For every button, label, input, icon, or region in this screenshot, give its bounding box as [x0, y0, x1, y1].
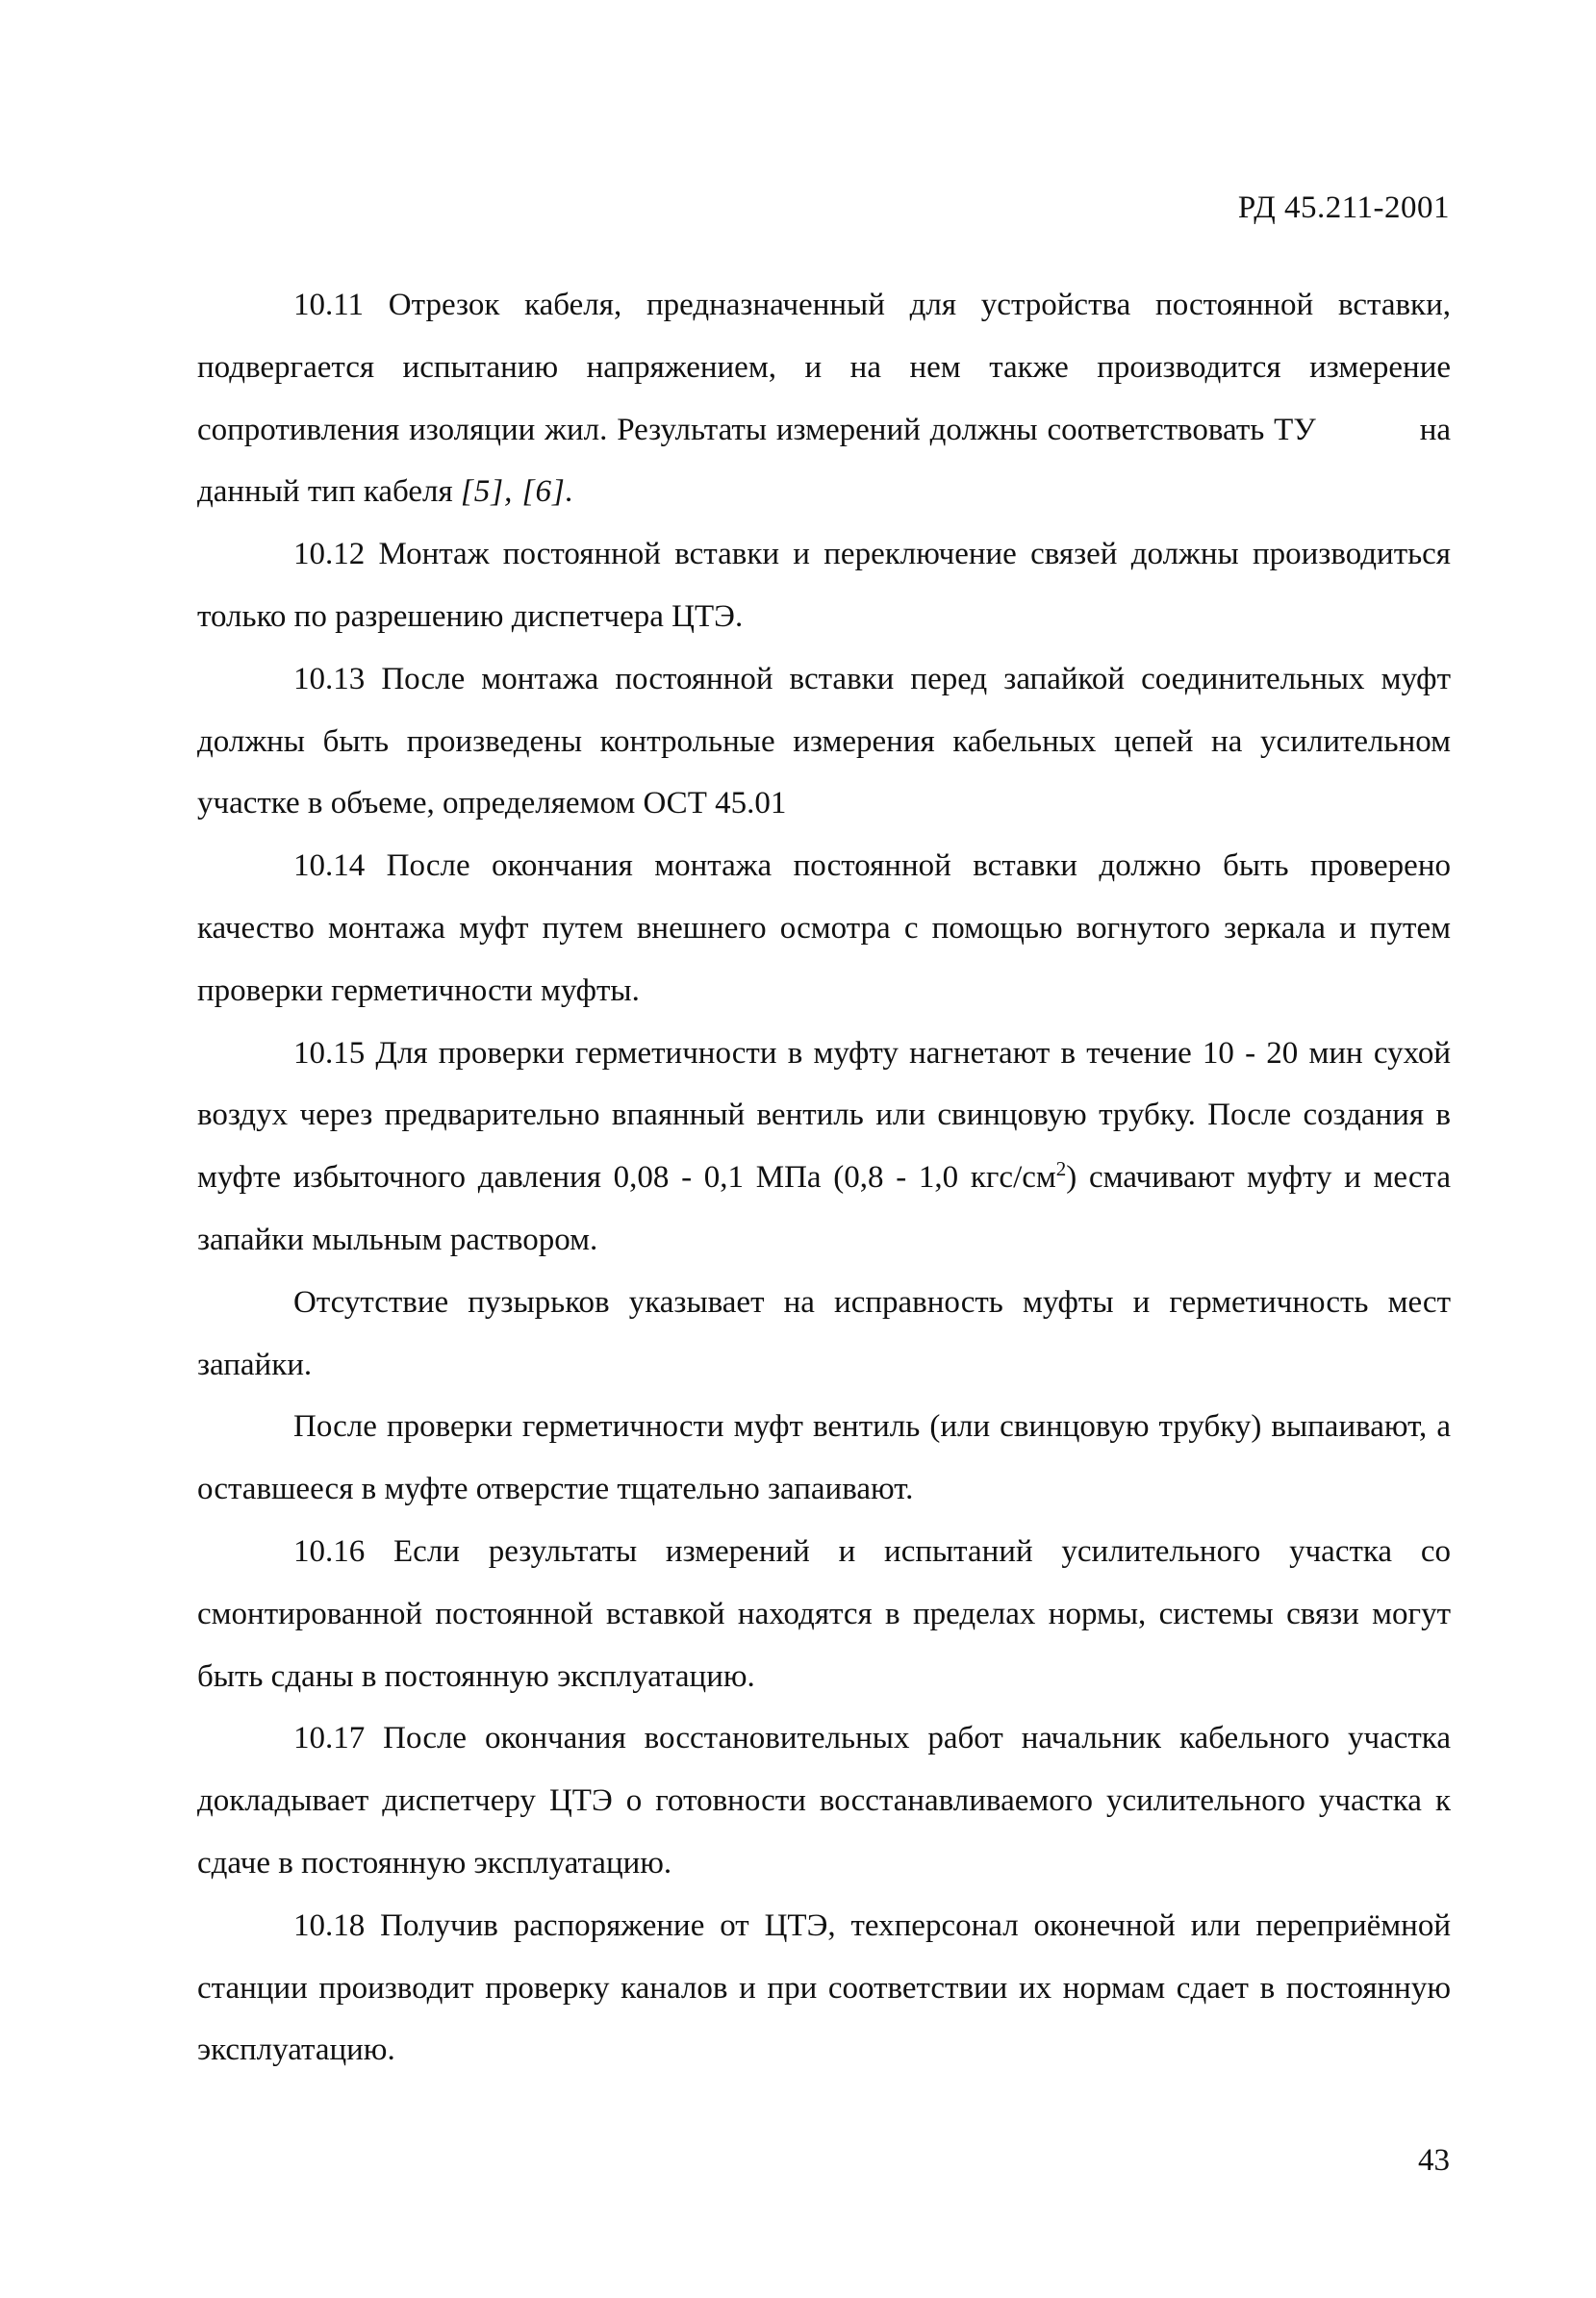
paragraph-10-11	[197, 274, 1451, 523]
paragraph-10-15-part1: 10.15 Для проверки герметичности в муфту нагнетают в течение 10 - 20 мин сухой воздух через предварительно впаянный вентиль или свинцовую трубку. После создания в муфте избыточного давления 0,08 - 0,1 МПа (0,8 - 1,0 кгс/см	[197, 1035, 1451, 1196]
paragraph-10-16: 10.16 Если результаты измерений и испытаний усилительного участка со смонтированной постоянной вставкой находятся в пределах нормы, системы связи могут быть сданы в постоянную эксплуатацию.	[197, 1533, 1451, 1694]
paragraph-10-15-part2: ) смачивают муфту и места запайки мыльным раствором.	[197, 1160, 1451, 1257]
paragraph-10-14: 10.14 После окончания монтажа постоянной вставки должно быть проверено качество монтажа муфт путем внешнего осмотра с помощью вогнутого зеркала и путем проверки герметичности муфты.	[197, 848, 1451, 1008]
paragraph-bubbles: Отсутствие пузырьков указывает на исправность муфты и герметичность мест запайки.	[197, 1284, 1451, 1382]
paragraph-10-18: 10.18 Получив распоряжение от ЦТЭ, техперсонал оконечной или переприёмной станции производит проверку каналов и при соответствии их нормам сдает в постоянную эксплуатацию.	[197, 1907, 1451, 2068]
paragraph-after-check: После проверки герметичности муфт вентиль (или свинцовую трубку) выпаивают, а оставшееся в муфте отверстие тщательно запаивают.	[197, 1409, 1451, 1507]
document-code: РД 45.211-2001	[1237, 190, 1450, 225]
handwritten-references: [5], [6].	[460, 474, 575, 510]
paragraph-10-12: 10.12 Монтаж постоянной вставки и переключение связей должны производиться только по разрешению диспетчера ЦТЭ.	[197, 537, 1451, 634]
paragraph-10-15	[197, 1023, 1451, 1272]
paragraph-10-17: 10.17 После окончания восстановительных работ начальник кабельного участка докладывает диспетчеру ЦТЭ о готовности восстанавливаемого усилительного участка к сдаче в постоянную эксплуатацию.	[197, 1721, 1451, 1881]
superscript-two: 2	[1055, 1157, 1067, 1181]
page-number: 43	[1418, 2143, 1450, 2178]
paragraph-10-11-text: 10.11 Отрезок кабеля, предназначенный для устройства постоянной вставки, подвергается испытанию напряжением, и на нем также производится измерение сопротивления изоляции жил. Результаты измерений должны соответствовать ТУ	[197, 288, 1451, 447]
document-body	[197, 274, 1451, 2082]
paragraph-10-13: 10.13 После монтажа постоянной вставки перед запайкой соединительных муфт должны быть произведены контрольные измерения кабельных цепей на усилительном участке в объеме, определяемом ОСТ 45.01	[197, 661, 1451, 821]
paragraph-10-11-tail: на данный тип кабеля	[197, 412, 1451, 510]
